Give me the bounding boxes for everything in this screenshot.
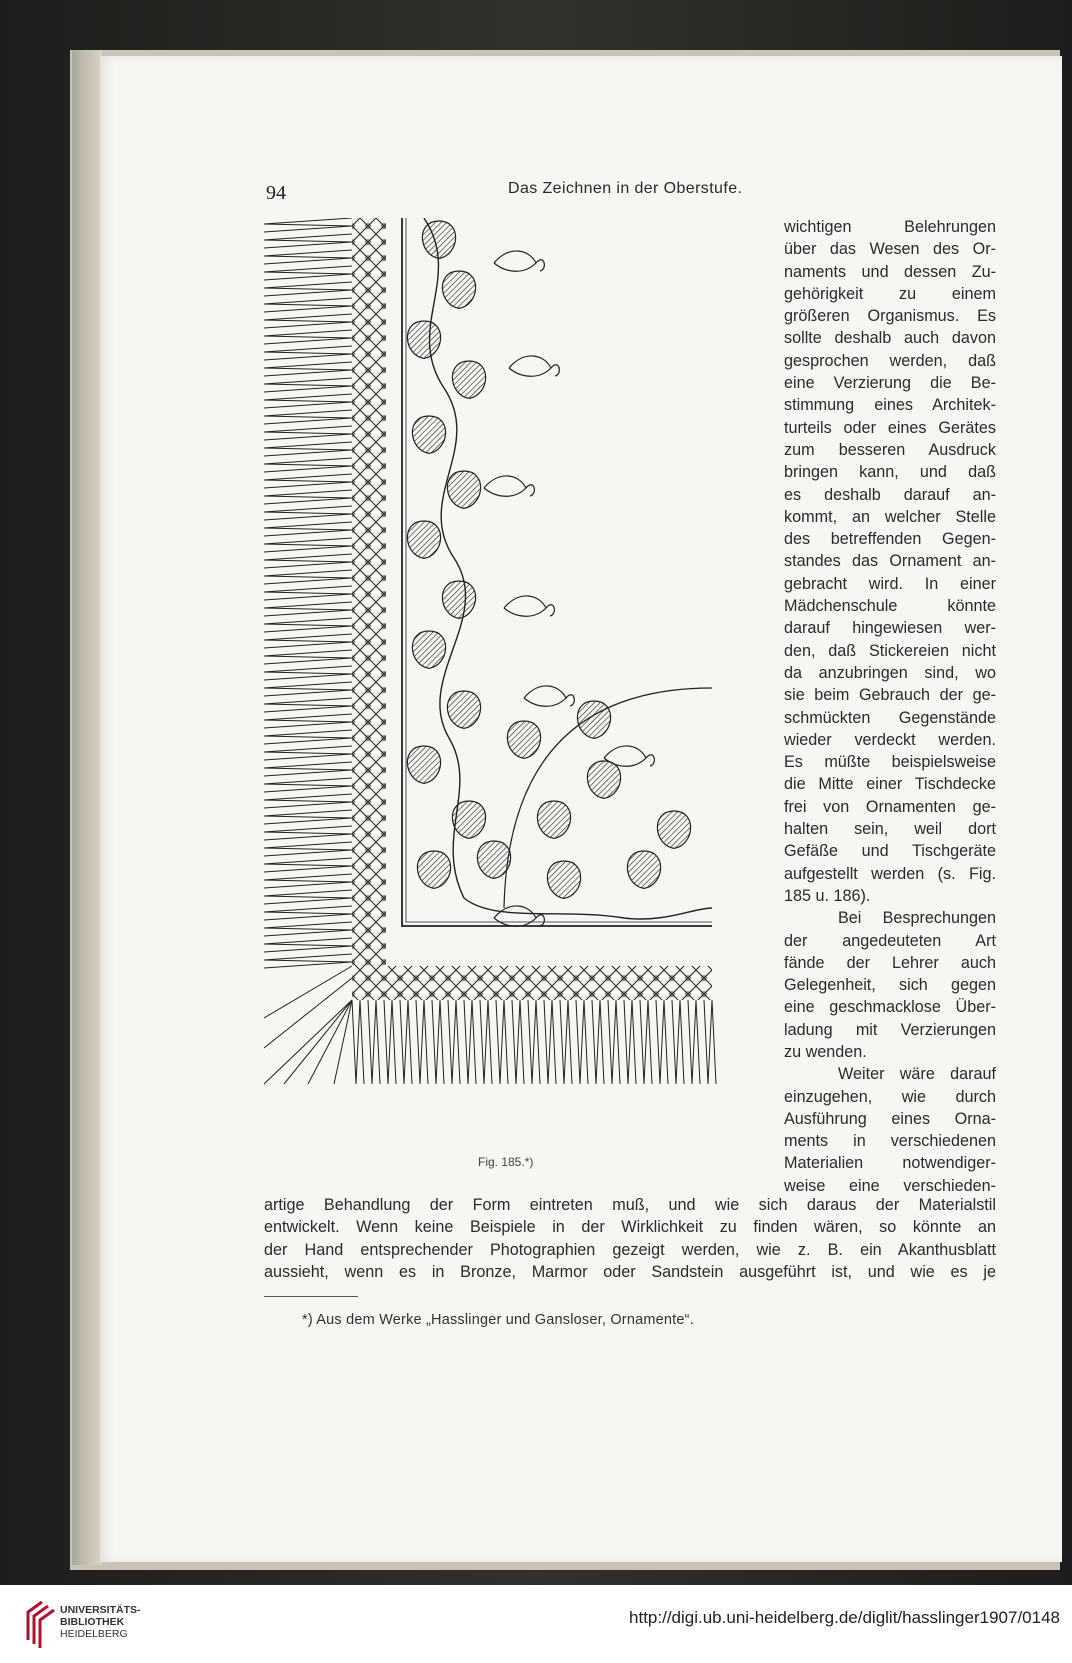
fringe-strand xyxy=(264,266,352,280)
fringe-strand xyxy=(576,1000,588,1084)
fringe-strand xyxy=(264,554,352,568)
fringe-strand xyxy=(448,1000,460,1084)
leaf xyxy=(442,581,475,618)
logo-line-3: HEIDELBERG xyxy=(60,1628,128,1640)
text-line: sie beim Gebrauch der ge- xyxy=(784,686,996,705)
fringe-strand xyxy=(592,1000,604,1084)
text-line: die Mitte einer Tischdecke xyxy=(784,775,996,794)
leaf xyxy=(507,721,540,758)
leaf xyxy=(417,851,450,888)
text-line: eine geschmacklose Über- xyxy=(784,998,996,1017)
leaf xyxy=(407,521,440,558)
text-line: ments in verschiedenen xyxy=(784,1132,996,1151)
text-line: stimmung eines Architek- xyxy=(784,396,996,415)
fringe-strand xyxy=(264,746,352,760)
fringe-strand xyxy=(264,346,352,360)
fringe-strand xyxy=(416,1000,428,1084)
fringe-strand xyxy=(672,1000,684,1084)
fringe-strand xyxy=(264,234,352,248)
fringe-strand xyxy=(264,474,352,488)
ornament-figure xyxy=(264,218,734,1146)
library-logo-icon[interactable] xyxy=(20,1594,62,1650)
fringe-strand xyxy=(264,778,352,792)
fringe-strand xyxy=(264,522,352,536)
text-line: gesprochen werden, daß xyxy=(784,351,996,370)
text-line: es deshalb darauf an- xyxy=(784,485,996,504)
fringe-strand xyxy=(264,842,352,856)
fringe-strand xyxy=(480,1000,492,1084)
side-column-text xyxy=(784,216,996,1197)
fringe-strand xyxy=(264,682,352,696)
fringe-strand xyxy=(264,618,352,632)
fringe-strand xyxy=(264,906,352,920)
text-line: gehörigkeit zu einem xyxy=(784,284,996,303)
leaf xyxy=(442,271,475,308)
page-number: 94 xyxy=(266,182,286,204)
fringe-strand xyxy=(264,826,352,840)
text-line: darauf hingewiesen wer- xyxy=(784,619,996,638)
text-line: des betreffenden Gegen- xyxy=(784,530,996,549)
fringe-strand xyxy=(264,714,352,728)
text-line: zu wenden. xyxy=(784,1042,867,1061)
fringe-strand xyxy=(264,410,352,424)
fringe-strand xyxy=(368,1000,380,1084)
library-logo-text xyxy=(60,1604,141,1640)
fringe-strand xyxy=(704,1000,716,1084)
text-line: der Hand entsprechender Photographien gezeigt werden, wie z. B. ein Akanthusblatt xyxy=(264,1240,996,1259)
text-line: frei von Ornamenten ge- xyxy=(784,797,996,816)
logo-line-1: UNIVERSITÄTS- xyxy=(60,1604,141,1616)
fringe-strand xyxy=(264,250,352,264)
knot-lattice-bottom xyxy=(352,966,712,1000)
fringe-strand xyxy=(264,442,352,456)
fringe-strand xyxy=(264,394,352,408)
text-line: Bei Besprechungen xyxy=(838,909,996,928)
fringe-strand xyxy=(264,954,352,968)
fringe-strand xyxy=(656,1000,668,1084)
text-line: schmückten Gegenstände xyxy=(784,708,996,727)
fringe-strand xyxy=(264,922,352,936)
book-spine xyxy=(72,50,102,1565)
text-line: da anzubringen sind, wo xyxy=(784,663,996,682)
leaf xyxy=(577,701,610,738)
leaf xyxy=(412,416,445,453)
full-width-text xyxy=(264,1194,996,1283)
text-line: Ausführung eines Orna- xyxy=(784,1109,996,1128)
text-line: größeren Organismus. Es xyxy=(784,307,996,326)
fringe-strand xyxy=(264,698,352,712)
leaf xyxy=(412,631,445,668)
text-line: den, daß Stickereien nicht xyxy=(784,641,996,660)
leaf xyxy=(407,746,440,783)
text-line: der angedeuteten Art xyxy=(784,931,996,950)
text-line: einzugehen, wie durch xyxy=(784,1087,996,1106)
text-line: fände der Lehrer auch xyxy=(784,953,996,972)
fringe-strand xyxy=(264,762,352,776)
fringe-strand xyxy=(264,890,352,904)
fringe-strand xyxy=(432,1000,444,1084)
leaf xyxy=(537,801,570,838)
fringe-strand xyxy=(264,938,352,952)
leaf xyxy=(452,801,485,838)
text-line: Mädchenschule könnte xyxy=(784,597,996,616)
fringe-corner xyxy=(264,966,352,1084)
text-line: zum besseren Ausdruck xyxy=(784,440,996,459)
fringe-strand xyxy=(264,282,352,296)
fringe-strand xyxy=(400,1000,412,1084)
text-line: artige Behandlung der Form eintreten muß, und wie sich daraus der Materialstil xyxy=(264,1196,996,1214)
blossom xyxy=(604,746,654,766)
figure-caption: Fig. 185.*) xyxy=(478,1155,534,1169)
text-line: aufgestellt werden (s. Fig. xyxy=(784,864,996,883)
logo-line-2: BIBLIOTHEK xyxy=(60,1616,125,1628)
fringe-strand xyxy=(264,362,352,376)
text-line: Gelegenheit, sich gegen xyxy=(784,976,996,995)
fringe-strand xyxy=(264,570,352,584)
leaf xyxy=(547,861,580,898)
fringe-strand xyxy=(264,458,352,472)
knot-lattice-left xyxy=(352,218,386,966)
fringe-strand xyxy=(264,874,352,888)
text-line: über das Wesen des Or- xyxy=(784,240,996,259)
fringe-strand xyxy=(640,1000,652,1084)
text-line: ladung mit Verzierungen xyxy=(784,1020,996,1039)
running-head: Das Zeichnen in der Oberstufe. xyxy=(508,180,743,197)
fringe-strand xyxy=(264,586,352,600)
text-line: Weiter wäre darauf xyxy=(838,1065,996,1084)
fringe-strand xyxy=(264,666,352,680)
hatched-leaves xyxy=(407,221,690,926)
fringe-strand xyxy=(264,330,352,344)
text-line: Materialien notwendiger- xyxy=(784,1154,996,1173)
blossom xyxy=(504,596,554,616)
fringe-strand xyxy=(264,602,352,616)
text-line: turteils oder eines Gerätes xyxy=(784,418,996,437)
fringe-strand xyxy=(264,538,352,552)
text-line: aussieht, wenn es in Bronze, Marmor oder Sandstein ausgeführt ist, und wie es je xyxy=(264,1262,996,1281)
footnote-rule xyxy=(264,1296,358,1297)
footnote: *) Aus dem Werke „Hasslinger und Gansloser, Ornamente“. xyxy=(302,1312,694,1328)
text-line: entwickelt. Wenn keine Beispiele in der Wirklichkeit zu finden wären, so könnte an xyxy=(264,1218,996,1237)
fringe-strand xyxy=(384,1000,396,1084)
text-line: kommt, an welcher Stelle xyxy=(784,507,996,526)
fringe-strand xyxy=(560,1000,572,1084)
fringe-strand xyxy=(528,1000,540,1084)
leaf xyxy=(447,471,480,508)
fringe-strand xyxy=(544,1000,556,1084)
fringe-strand xyxy=(264,794,352,808)
blossom xyxy=(524,686,574,706)
fringe-strand xyxy=(264,506,352,520)
text-line: sollte deshalb auch davon xyxy=(784,329,996,348)
leaf xyxy=(422,221,455,258)
fringe-strand xyxy=(624,1000,636,1084)
fringe-left xyxy=(264,218,352,968)
fringe-strand xyxy=(264,378,352,392)
text-line: bringen kann, und daß xyxy=(784,463,996,482)
text-line: Es müßte beispielsweise xyxy=(784,753,996,772)
leaf xyxy=(452,361,485,398)
text-line: naments und dessen Zu- xyxy=(784,262,996,281)
leaf xyxy=(447,691,480,728)
fringe-strand xyxy=(264,218,352,232)
fringe-strand xyxy=(264,426,352,440)
leaf xyxy=(407,321,440,358)
blossom xyxy=(509,356,559,376)
fringe-strand xyxy=(496,1000,508,1084)
text-line: halten sein, weil dort xyxy=(784,820,996,839)
text-line: 185 u. 186). xyxy=(784,886,871,905)
leaf xyxy=(657,811,690,848)
text-line: wichtigen Belehrungen xyxy=(784,218,996,236)
blossom xyxy=(484,476,534,496)
text-line: eine Verzierung die Be- xyxy=(784,374,996,393)
fringe-strand xyxy=(352,1000,364,1084)
fringe-strand xyxy=(264,810,352,824)
text-line: weise eine verschieden- xyxy=(784,1176,996,1195)
fringe-strand xyxy=(264,858,352,872)
text-line: Gefäße und Tischgeräte xyxy=(784,842,996,861)
blossom xyxy=(494,251,544,271)
fringe-strand xyxy=(264,730,352,744)
fringe-strand xyxy=(264,650,352,664)
leaf xyxy=(627,851,660,888)
fringe-strand xyxy=(688,1000,700,1084)
fringe-strand xyxy=(264,490,352,504)
fringe-strand xyxy=(464,1000,476,1084)
leaf xyxy=(587,761,620,798)
text-line: standes das Ornament an- xyxy=(784,552,996,571)
permalink-url[interactable]: http://digi.ub.uni-heidelberg.de/diglit/hasslinger1907/0148 xyxy=(629,1608,1060,1627)
fringe-strand xyxy=(512,1000,524,1084)
blossom xyxy=(494,906,544,926)
fringe-strand xyxy=(264,298,352,312)
text-line: wieder verdeckt werden. xyxy=(784,730,996,749)
fringe-strand xyxy=(608,1000,620,1084)
text-line: gebracht wird. In einer xyxy=(784,574,996,593)
fringe-strand xyxy=(264,634,352,648)
fringe-strand xyxy=(264,314,352,328)
